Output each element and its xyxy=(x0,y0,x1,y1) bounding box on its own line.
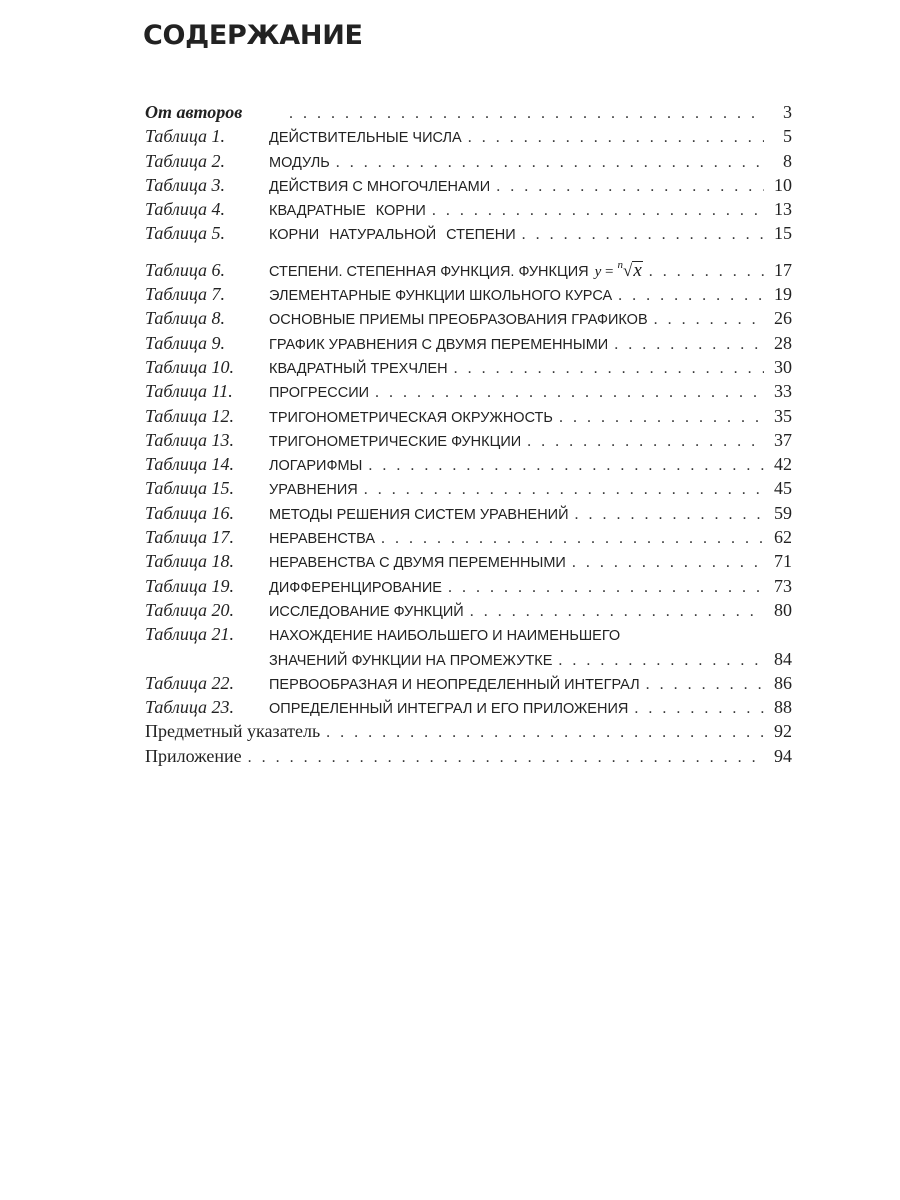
toc-entry-title: ДИФФЕРЕНЦИРОВАНИЕ xyxy=(269,579,442,596)
toc-entry[interactable] xyxy=(145,476,792,500)
toc-entry-title-line2: ЗНАЧЕНИЙ ФУНКЦИИ НА ПРОМЕЖУТКЕ xyxy=(269,652,553,669)
toc-entry-title: ЛОГАРИФМЫ xyxy=(269,458,363,475)
toc-entry-page: 59 xyxy=(774,502,792,523)
dot-leader xyxy=(654,308,764,332)
toc-entry-page: 28 xyxy=(774,332,792,353)
dot-leader xyxy=(368,454,764,478)
toc-entry-label: Таблица 4. xyxy=(145,199,226,220)
toc-entry-label: Таблица 23. xyxy=(145,697,235,718)
toc-entry-label: Таблица 10. xyxy=(145,356,235,377)
toc-entry[interactable] xyxy=(145,671,792,695)
toc-entry-label: Таблица 16. xyxy=(145,502,235,523)
toc-entry-page: 45 xyxy=(774,478,792,499)
toc-entry[interactable] xyxy=(145,379,792,403)
dot-leader xyxy=(618,284,764,308)
dot-leader xyxy=(336,151,764,175)
page-title: СОДЕРЖАНИЕ xyxy=(143,20,363,51)
toc-entry-title: НЕРАВЕНСТВА xyxy=(269,531,376,548)
toc-entry-title: ИССЛЕДОВАНИЕ ФУНКЦИЙ xyxy=(269,603,464,620)
dot-leader xyxy=(575,503,764,527)
toc-entry-page: 17 xyxy=(774,259,792,280)
toc-entry[interactable] xyxy=(145,124,792,148)
toc-entry[interactable] xyxy=(145,331,792,355)
toc-entry[interactable] xyxy=(145,258,792,282)
toc-entry-title: ТРИГОНОМЕТРИЧЕСКАЯ ОКРУЖНОСТЬ xyxy=(269,409,553,426)
toc-entry-page: 92 xyxy=(774,721,792,742)
dot-leader xyxy=(381,527,764,551)
toc-entry-page: 80 xyxy=(774,599,792,620)
toc-entry[interactable] xyxy=(145,149,792,173)
dot-leader xyxy=(454,357,764,381)
toc-entry-label: Таблица 14. xyxy=(145,454,235,475)
toc-entry-title: ГРАФИК УРАВНЕНИЯ С ДВУМЯ ПЕРЕМЕННЫМИ xyxy=(269,336,609,353)
toc-entry-page: 86 xyxy=(774,672,792,693)
toc-entry-label: Таблица 9. xyxy=(145,332,226,353)
toc-entry-title: КОРНИ НАТУРАЛЬНОЙ СТЕПЕНИ xyxy=(269,227,516,244)
toc-entry[interactable] xyxy=(145,574,792,598)
dot-leader xyxy=(470,600,764,624)
toc-entry-title: НАХОЖДЕНИЕ НАИБОЛЬШЕГО И НАИМЕНЬШЕГО xyxy=(269,628,621,645)
toc-entry-label: Таблица 5. xyxy=(145,223,226,244)
toc-entry-title: МЕТОДЫ РЕШЕНИЯ СИСТЕМ УРАВНЕНИЙ xyxy=(269,506,569,523)
dot-leader xyxy=(527,430,764,454)
toc-entry-page: 15 xyxy=(774,223,792,244)
dot-leader xyxy=(364,478,764,502)
toc-entry-page: 5 xyxy=(783,126,792,147)
toc-entry-label: Таблица 19. xyxy=(145,575,235,596)
toc-entry[interactable] xyxy=(145,452,792,476)
toc-entry-label: Таблица 1. xyxy=(145,126,226,147)
toc-entry-title: УРАВНЕНИЯ xyxy=(269,482,358,499)
toc-entry-title: ТРИГОНОМЕТРИЧЕСКИЕ ФУНКЦИИ xyxy=(269,433,522,450)
dot-leader xyxy=(248,746,764,770)
toc-entry-title: КВАДРАТНЫЙ ТРЕХЧЛЕН xyxy=(269,360,448,377)
toc-entry[interactable] xyxy=(145,355,792,379)
toc-entry-label: Таблица 21. xyxy=(145,624,235,645)
toc-entry-page: 71 xyxy=(774,551,792,572)
toc-entry-label: Предметный указатель xyxy=(145,721,321,742)
toc-entry-index[interactable] xyxy=(145,719,792,743)
toc-entry-label: Таблица 13. xyxy=(145,429,235,450)
dot-leader xyxy=(634,697,764,721)
dot-leader xyxy=(432,199,764,223)
nth-root-formula: y = n √ x xyxy=(595,259,643,285)
toc-entry-label: Таблица 12. xyxy=(145,405,235,426)
dot-leader xyxy=(468,126,764,150)
toc-entry-page: 94 xyxy=(774,745,792,766)
toc-entry[interactable] xyxy=(145,221,792,245)
toc-entry-page: 88 xyxy=(774,697,792,718)
dot-leader xyxy=(646,673,764,697)
toc-entry-page: 42 xyxy=(774,454,792,475)
toc-entry[interactable] xyxy=(145,598,792,622)
toc-entry-label: Таблица 22. xyxy=(145,672,235,693)
dot-leader xyxy=(559,406,764,430)
toc-entry-page: 8 xyxy=(783,150,792,171)
dot-leader xyxy=(326,721,764,745)
toc-entry[interactable] xyxy=(145,695,792,719)
dot-leader xyxy=(522,223,764,247)
table-of-contents xyxy=(145,100,792,768)
dot-leader xyxy=(572,551,764,575)
toc-entry-label: Таблица 11. xyxy=(145,381,233,402)
toc-entry-page: 3 xyxy=(783,102,792,122)
toc-entry-page: 30 xyxy=(774,356,792,377)
toc-entry-page: 37 xyxy=(774,429,792,450)
toc-entry[interactable] xyxy=(145,501,792,525)
toc-entry-title: НЕРАВЕНСТВА С ДВУМЯ ПЕРЕМЕННЫМИ xyxy=(269,555,566,572)
toc-entry-label: Приложение xyxy=(145,745,242,766)
toc-entry-label: Таблица 7. xyxy=(145,284,226,305)
toc-entry-page: 19 xyxy=(774,284,792,305)
dot-leader xyxy=(558,649,764,673)
toc-entry-label: Таблица 20. xyxy=(145,599,235,620)
toc-entry[interactable] xyxy=(145,197,792,221)
toc-entry[interactable] xyxy=(145,282,792,306)
toc-entry-title: ДЕЙСТВИТЕЛЬНЫЕ ЧИСЛА xyxy=(269,130,462,147)
toc-entry-appendix[interactable] xyxy=(145,744,792,768)
toc-entry-label: Таблица 15. xyxy=(145,478,235,499)
toc-entry-label: Таблица 6. xyxy=(145,259,226,280)
toc-entry-page: 26 xyxy=(774,308,792,329)
toc-entry-title: СТЕПЕНИ. СТЕПЕННАЯ ФУНКЦИЯ. ФУНКЦИЯ xyxy=(269,263,589,280)
toc-entry-page: 33 xyxy=(774,381,792,402)
toc-entry-continuation[interactable] xyxy=(145,647,792,671)
dot-leader xyxy=(496,175,764,199)
toc-entry-title: МОДУЛЬ xyxy=(269,154,330,171)
toc-entry[interactable] xyxy=(145,622,792,646)
dot-leader xyxy=(614,333,764,357)
toc-entry-page: 10 xyxy=(774,174,792,195)
toc-entry[interactable] xyxy=(145,306,792,330)
toc-entry[interactable] xyxy=(145,173,792,197)
toc-entry[interactable] xyxy=(145,404,792,428)
toc-entry-title: ОСНОВНЫЕ ПРИЕМЫ ПРЕОБРАЗОВАНИЯ ГРАФИКОВ xyxy=(269,312,648,329)
toc-entry-label: Таблица 3. xyxy=(145,174,226,195)
toc-entry-preface[interactable] xyxy=(145,100,792,124)
dot-leader xyxy=(649,260,764,284)
dot-leader xyxy=(289,102,764,126)
toc-entry-page: 35 xyxy=(774,405,792,426)
toc-entry-title: ПРОГРЕССИИ xyxy=(269,385,370,402)
toc-entry-label: Таблица 17. xyxy=(145,527,235,548)
dot-leader xyxy=(375,381,764,405)
toc-entry[interactable] xyxy=(145,549,792,573)
radical-sign: √ xyxy=(622,260,633,280)
toc-entry-page: 62 xyxy=(774,527,792,548)
toc-entry-page: 13 xyxy=(774,199,792,220)
toc-entry[interactable] xyxy=(145,525,792,549)
toc-entry-page: 84 xyxy=(774,648,792,669)
toc-entry-label: От авторов xyxy=(145,102,243,122)
toc-entry-label: Таблица 2. xyxy=(145,150,226,171)
toc-entry-label: Таблица 8. xyxy=(145,308,226,329)
toc-entry-title: КВАДРАТНЫЕ КОРНИ xyxy=(269,203,426,220)
toc-entry-label: Таблица 18. xyxy=(145,551,235,572)
dot-leader xyxy=(448,576,764,600)
toc-entry-title: ЭЛЕМЕНТАРНЫЕ ФУНКЦИИ ШКОЛЬНОГО КУРСА xyxy=(269,288,613,305)
toc-entry-title: ОПРЕДЕЛЕННЫЙ ИНТЕГРАЛ И ЕГО ПРИЛОЖЕНИЯ xyxy=(269,701,629,718)
toc-entry-title: ПЕРВООБРАЗНАЯ И НЕОПРЕДЕЛЕННЫЙ ИНТЕГРАЛ xyxy=(269,676,640,693)
toc-entry-title: ДЕЙСТВИЯ С МНОГОЧЛЕНАМИ xyxy=(269,178,491,195)
toc-entry-page: 73 xyxy=(774,575,792,596)
toc-entry[interactable] xyxy=(145,428,792,452)
